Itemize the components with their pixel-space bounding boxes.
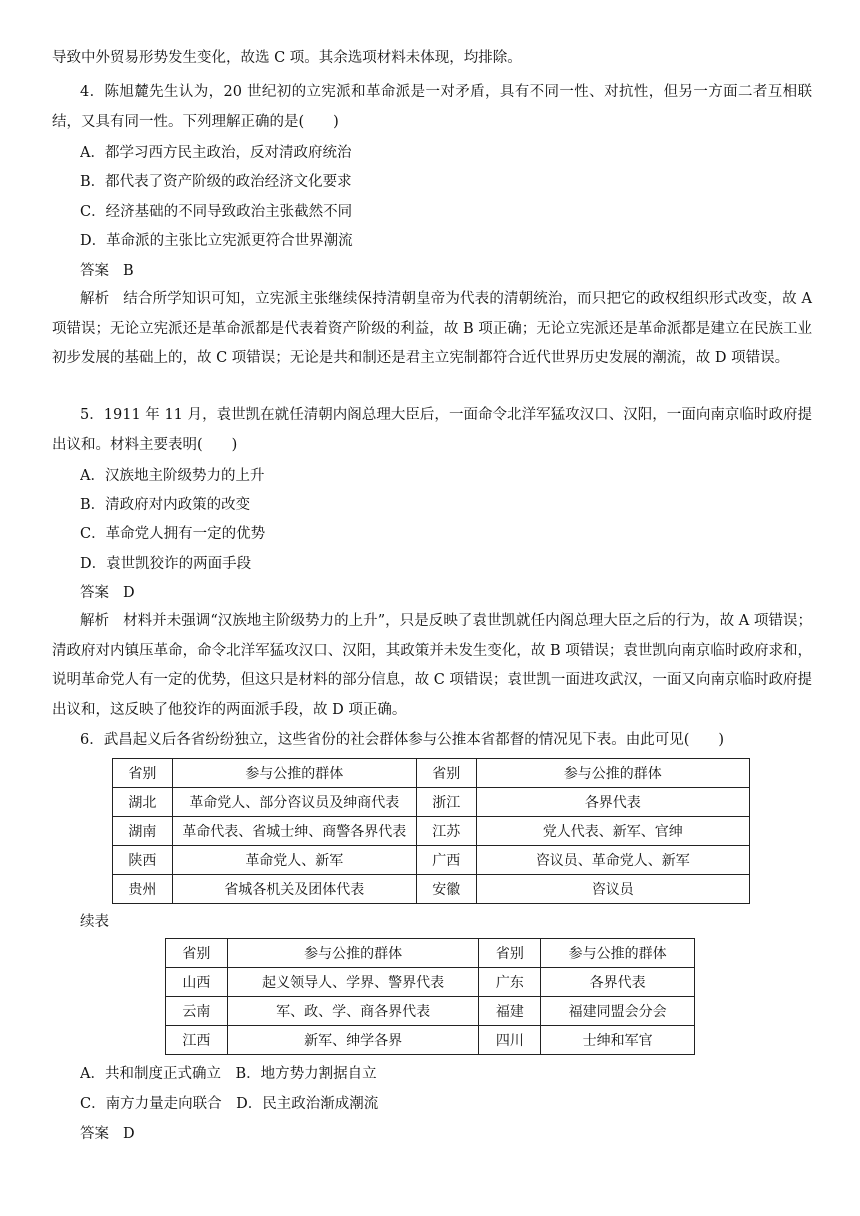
question-5-option-b: B．清政府对内政策的改变 [80, 497, 251, 513]
continued-table-label: 续表 [80, 914, 109, 930]
table-cell: 江苏 [416, 817, 476, 846]
table-cell: 革命党人、部分咨议员及绅商代表 [172, 788, 416, 817]
table-cell: 党人代表、新军、官绅 [476, 817, 749, 846]
question-6-answer [80, 1124, 808, 1144]
table-cell: 湖北 [113, 788, 173, 817]
answer-label: 答案 [80, 585, 109, 601]
table-header-row [166, 939, 695, 968]
table-header-cell: 省别 [166, 939, 228, 968]
table-cell: 咨议员、革命党人、新军 [476, 846, 749, 875]
table-cell: 各界代表 [476, 788, 749, 817]
table-cell: 贵州 [113, 875, 173, 904]
table-cell: 浙江 [416, 788, 476, 817]
question-6-stem: 6．武昌起义后各省纷纷独立，这些省份的社会群体参与公推本省都督的情况见下表。由此可见( ) [80, 732, 725, 748]
question-4-option-c: C．经济基础的不同导致政治主张截然不同 [80, 204, 353, 220]
question-4-option-a: A．都学习西方民主政治，反对清政府统治 [80, 145, 352, 161]
table-cell: 云南 [166, 997, 228, 1026]
table-cell: 咨议员 [476, 875, 749, 904]
question-4-answer [80, 261, 808, 281]
table-header-cell: 参与公推的群体 [172, 759, 416, 788]
province-table [112, 758, 750, 904]
table-cell: 士绅和军官 [541, 1026, 695, 1055]
analysis-label: 解析 [80, 613, 110, 629]
table-cell: 起义领导人、学界、警界代表 [227, 968, 479, 997]
table-cell: 湖南 [113, 817, 173, 846]
question-4-option-d: D．革命派的主张比立宪派更符合世界潮流 [80, 233, 353, 249]
answer-label: 答案 [80, 1126, 109, 1142]
question-5-answer [80, 583, 808, 603]
question-5-option-d: D．袁世凯狡诈的两面手段 [80, 556, 252, 572]
table-row [166, 1026, 695, 1055]
table-row [166, 997, 695, 1026]
analysis-text: 材料并未强调“汉族地主阶级势力的上升”，只是反映了袁世凯就任内阁总理大臣之后的行为，故 A 项错误；清政府对内镇压革命，命令北洋军猛攻汉口、汉阳，其政策并未发生变化，故 B 项错误；袁世凯向南京临时政府求和，说明革命党人有一定的优势，但这只是材料的部分信息，故 C 项错误；袁世凯一面进攻武汉，一面又向南京临时政府提出议和，这反映了他狡诈的两面派手段，故 D 项正确。 [52, 613, 813, 718]
province-table-continued [165, 938, 695, 1055]
table-cell: 陕西 [113, 846, 173, 875]
analysis-text: 结合所学知识可知，立宪派主张继续保持清朝皇帝为代表的清朝统治，而只把它的政权组织形式改变，故 A 项错误；无论立宪派还是革命派都是代表着资产阶级的利益，故 B 项正确；无论立宪派还是革命派都是建立在民族工业初步发展的基础上的，故 C 项错误；无论是共和制还是君主立宪制都符合近代世界历史发展的潮流，故 D 项错误。 [52, 291, 813, 366]
table-cell: 各界代表 [541, 968, 695, 997]
table-header-cell: 参与公推的群体 [541, 939, 695, 968]
table-header-cell: 省别 [113, 759, 173, 788]
answer-value: D [123, 1126, 135, 1142]
table-row [113, 875, 750, 904]
question-4-stem: 4．陈旭麓先生认为，20 世纪初的立宪派和革命派是一对矛盾，具有不同一性、对抗性，但另一方面二者互相联结，又具有同一性。下列理解正确的是( ) [52, 84, 812, 130]
answer-value: B [123, 263, 134, 279]
table-header-cell: 参与公推的群体 [227, 939, 479, 968]
table-cell: 福建 [479, 997, 541, 1026]
question-6-options-ab: A．共和制度正式确立 B．地方势力割据自立 [80, 1066, 377, 1082]
question-4-option-b: B．都代表了资产阶级的政治经济文化要求 [80, 174, 352, 190]
table-cell: 革命代表、省城士绅、商警各界代表 [172, 817, 416, 846]
previous-analysis-tail: 导致中外贸易形势发生变化，故选 C 项。其余选项材料未体现，均排除。 [52, 50, 522, 66]
table-cell: 省城各机关及团体代表 [172, 875, 416, 904]
table-header-row [113, 759, 750, 788]
table-row [166, 968, 695, 997]
table-header-cell: 省别 [479, 939, 541, 968]
answer-label: 答案 [80, 263, 109, 279]
table-row [113, 846, 750, 875]
table-cell: 四川 [479, 1026, 541, 1055]
table-cell: 安徽 [416, 875, 476, 904]
table-cell: 江西 [166, 1026, 228, 1055]
table-cell: 革命党人、新军 [172, 846, 416, 875]
table-row [113, 817, 750, 846]
table-cell: 军、政、学、商各界代表 [227, 997, 479, 1026]
question-4-analysis [52, 285, 812, 374]
question-5-option-a: A．汉族地主阶级势力的上升 [80, 468, 265, 484]
table-header-cell: 省别 [416, 759, 476, 788]
table-cell: 福建同盟会分会 [541, 997, 695, 1026]
table-cell: 山西 [166, 968, 228, 997]
question-5-analysis [52, 607, 812, 725]
answer-value: D [123, 585, 135, 601]
question-5-option-c: C．革命党人拥有一定的优势 [80, 526, 266, 542]
table-header-cell: 参与公推的群体 [476, 759, 749, 788]
question-6-options-cd: C．南方力量走向联合 D．民主政治渐成潮流 [80, 1096, 379, 1112]
analysis-label: 解析 [80, 291, 110, 307]
table-cell: 广东 [479, 968, 541, 997]
table-cell: 新军、绅学各界 [227, 1026, 479, 1055]
table-row [113, 788, 750, 817]
table-cell: 广西 [416, 846, 476, 875]
question-5-stem: 5．1911 年 11 月，袁世凯在就任清朝内阁总理大臣后，一面命令北洋军猛攻汉口、汉阳，一面向南京临时政府提出议和。材料主要表明( ) [52, 407, 812, 453]
